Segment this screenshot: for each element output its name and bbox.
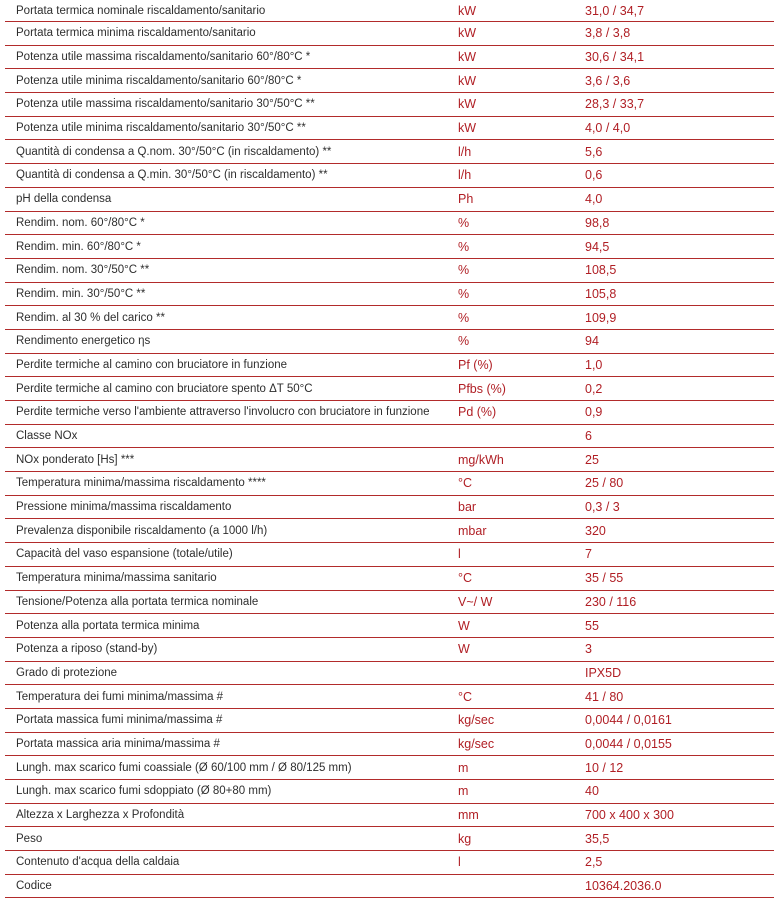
spec-unit: Pd (%) — [458, 401, 585, 425]
spec-unit: Pf (%) — [458, 353, 585, 377]
spec-label: Quantità di condensa a Q.min. 30°/50°C (in riscaldamento) ** — [5, 164, 458, 188]
table-row — [5, 448, 774, 472]
spec-unit: Pfbs (%) — [458, 377, 585, 401]
spec-value: 98,8 — [585, 211, 774, 235]
spec-label: Perdite termiche al camino con bruciatore spento ΔT 50°C — [5, 377, 458, 401]
spec-unit: kW — [458, 93, 585, 117]
table-row — [5, 0, 774, 22]
table-row — [5, 258, 774, 282]
spec-value: 3,8 / 3,8 — [585, 22, 774, 46]
spec-value: 7 — [585, 543, 774, 567]
table-row — [5, 140, 774, 164]
spec-value: 30,6 / 34,1 — [585, 45, 774, 69]
spec-label: Portata termica minima riscaldamento/sanitario — [5, 22, 458, 46]
spec-label: Potenza utile minima riscaldamento/sanitario 30°/50°C ** — [5, 116, 458, 140]
spec-label: Potenza alla portata termica minima — [5, 614, 458, 638]
spec-unit — [458, 661, 585, 685]
spec-value: 2,5 — [585, 851, 774, 875]
spec-unit: W — [458, 614, 585, 638]
spec-unit: kW — [458, 116, 585, 140]
spec-value: 35,5 — [585, 827, 774, 851]
spec-unit: kg/sec — [458, 708, 585, 732]
spec-label: Lungh. max scarico fumi coassiale (Ø 60/100 mm / Ø 80/125 mm) — [5, 756, 458, 780]
spec-unit: % — [458, 211, 585, 235]
table-row — [5, 756, 774, 780]
spec-unit: bar — [458, 495, 585, 519]
spec-unit: % — [458, 329, 585, 353]
spec-unit: % — [458, 282, 585, 306]
table-row — [5, 164, 774, 188]
spec-label: Contenuto d'acqua della caldaia — [5, 851, 458, 875]
spec-unit: W — [458, 637, 585, 661]
spec-label: Rendim. nom. 30°/50°C ** — [5, 258, 458, 282]
table-row — [5, 69, 774, 93]
spec-value: 3 — [585, 637, 774, 661]
table-row — [5, 874, 774, 898]
spec-label: Tensione/Potenza alla portata termica nominale — [5, 590, 458, 614]
spec-value: 230 / 116 — [585, 590, 774, 614]
spec-value: 4,0 — [585, 187, 774, 211]
table-row — [5, 495, 774, 519]
table-row — [5, 235, 774, 259]
spec-label: Potenza utile minima riscaldamento/sanitario 60°/80°C * — [5, 69, 458, 93]
table-row — [5, 637, 774, 661]
spec-value: 41 / 80 — [585, 685, 774, 709]
spec-unit: Ph — [458, 187, 585, 211]
spec-label: Grado di protezione — [5, 661, 458, 685]
spec-unit: °C — [458, 566, 585, 590]
table-row — [5, 116, 774, 140]
spec-value: 25 / 80 — [585, 472, 774, 496]
spec-unit: mg/kWh — [458, 448, 585, 472]
spec-label: Capacità del vaso espansione (totale/utile) — [5, 543, 458, 567]
spec-label: Prevalenza disponibile riscaldamento (a 1000 l/h) — [5, 519, 458, 543]
spec-unit: m — [458, 756, 585, 780]
spec-value: 55 — [585, 614, 774, 638]
table-row — [5, 377, 774, 401]
spec-unit: kg/sec — [458, 732, 585, 756]
spec-label: Perdite termiche verso l'ambiente attraverso l'involucro con bruciatore in funzione — [5, 401, 458, 425]
spec-label: NOx ponderato [Hs] *** — [5, 448, 458, 472]
spec-unit: V~/ W — [458, 590, 585, 614]
table-row — [5, 590, 774, 614]
spec-unit: mbar — [458, 519, 585, 543]
table-row — [5, 543, 774, 567]
spec-unit: % — [458, 306, 585, 330]
table-row — [5, 732, 774, 756]
spec-value: 320 — [585, 519, 774, 543]
spec-label: Rendim. min. 30°/50°C ** — [5, 282, 458, 306]
table-row — [5, 93, 774, 117]
spec-value: 94,5 — [585, 235, 774, 259]
table-row — [5, 685, 774, 709]
spec-label: Temperatura minima/massima sanitario — [5, 566, 458, 590]
spec-label: Pressione minima/massima riscaldamento — [5, 495, 458, 519]
table-row — [5, 45, 774, 69]
spec-unit: l — [458, 851, 585, 875]
table-row — [5, 401, 774, 425]
table-row — [5, 780, 774, 804]
table-row — [5, 211, 774, 235]
spec-label: Temperatura dei fumi minima/massima # — [5, 685, 458, 709]
spec-value: 5,6 — [585, 140, 774, 164]
spec-value: 0,0044 / 0,0155 — [585, 732, 774, 756]
table-row — [5, 472, 774, 496]
spec-value: 28,3 / 33,7 — [585, 93, 774, 117]
spec-label: pH della condensa — [5, 187, 458, 211]
spec-value: 105,8 — [585, 282, 774, 306]
spec-label: Lungh. max scarico fumi sdoppiato (Ø 80+80 mm) — [5, 780, 458, 804]
spec-unit: % — [458, 235, 585, 259]
spec-label: Rendim. nom. 60°/80°C * — [5, 211, 458, 235]
spec-label: Rendimento energetico ηs — [5, 329, 458, 353]
spec-label: Perdite termiche al camino con bruciatore in funzione — [5, 353, 458, 377]
spec-value: 25 — [585, 448, 774, 472]
spec-unit — [458, 874, 585, 898]
spec-value: 0,2 — [585, 377, 774, 401]
table-row — [5, 306, 774, 330]
table-row — [5, 424, 774, 448]
spec-label: Rendim. min. 60°/80°C * — [5, 235, 458, 259]
spec-value: IPX5D — [585, 661, 774, 685]
table-row — [5, 566, 774, 590]
spec-value: 40 — [585, 780, 774, 804]
table-row — [5, 187, 774, 211]
spec-unit: kW — [458, 22, 585, 46]
spec-unit: % — [458, 258, 585, 282]
table-row — [5, 282, 774, 306]
spec-unit: °C — [458, 472, 585, 496]
table-row — [5, 803, 774, 827]
table-row — [5, 661, 774, 685]
spec-value: 0,9 — [585, 401, 774, 425]
table-row — [5, 827, 774, 851]
spec-label: Portata massica aria minima/massima # — [5, 732, 458, 756]
table-row — [5, 353, 774, 377]
spec-value: 3,6 / 3,6 — [585, 69, 774, 93]
spec-value: 0,0044 / 0,0161 — [585, 708, 774, 732]
spec-unit: l/h — [458, 140, 585, 164]
spec-label: Temperatura minima/massima riscaldamento **** — [5, 472, 458, 496]
spec-label: Potenza utile massima riscaldamento/sanitario 30°/50°C ** — [5, 93, 458, 117]
spec-value: 109,9 — [585, 306, 774, 330]
spec-label: Classe NOx — [5, 424, 458, 448]
table-row — [5, 519, 774, 543]
spec-unit: kW — [458, 69, 585, 93]
spec-unit: kW — [458, 0, 585, 22]
spec-unit: l — [458, 543, 585, 567]
spec-value: 0,6 — [585, 164, 774, 188]
specifications-table-body — [5, 0, 774, 898]
spec-label: Potenza utile massima riscaldamento/sanitario 60°/80°C * — [5, 45, 458, 69]
spec-value: 700 x 400 x 300 — [585, 803, 774, 827]
spec-unit: kg — [458, 827, 585, 851]
spec-value: 10364.2036.0 — [585, 874, 774, 898]
table-row — [5, 22, 774, 46]
spec-value: 35 / 55 — [585, 566, 774, 590]
spec-label: Codice — [5, 874, 458, 898]
spec-value: 94 — [585, 329, 774, 353]
specifications-table — [5, 0, 774, 898]
spec-unit: kW — [458, 45, 585, 69]
spec-label: Rendim. al 30 % del carico ** — [5, 306, 458, 330]
spec-unit: mm — [458, 803, 585, 827]
spec-value: 10 / 12 — [585, 756, 774, 780]
spec-value: 31,0 / 34,7 — [585, 0, 774, 22]
spec-value: 108,5 — [585, 258, 774, 282]
table-row — [5, 851, 774, 875]
spec-unit: m — [458, 780, 585, 804]
spec-value: 4,0 / 4,0 — [585, 116, 774, 140]
spec-label: Portata termica nominale riscaldamento/sanitario — [5, 0, 458, 22]
table-row — [5, 329, 774, 353]
spec-label: Potenza a riposo (stand-by) — [5, 637, 458, 661]
spec-value: 1,0 — [585, 353, 774, 377]
table-row — [5, 708, 774, 732]
spec-unit: °C — [458, 685, 585, 709]
spec-label: Altezza x Larghezza x Profondità — [5, 803, 458, 827]
spec-label: Portata massica fumi minima/massima # — [5, 708, 458, 732]
table-row — [5, 614, 774, 638]
spec-label: Peso — [5, 827, 458, 851]
spec-unit — [458, 424, 585, 448]
spec-unit: l/h — [458, 164, 585, 188]
spec-value: 0,3 / 3 — [585, 495, 774, 519]
spec-label: Quantità di condensa a Q.nom. 30°/50°C (in riscaldamento) ** — [5, 140, 458, 164]
spec-value: 6 — [585, 424, 774, 448]
